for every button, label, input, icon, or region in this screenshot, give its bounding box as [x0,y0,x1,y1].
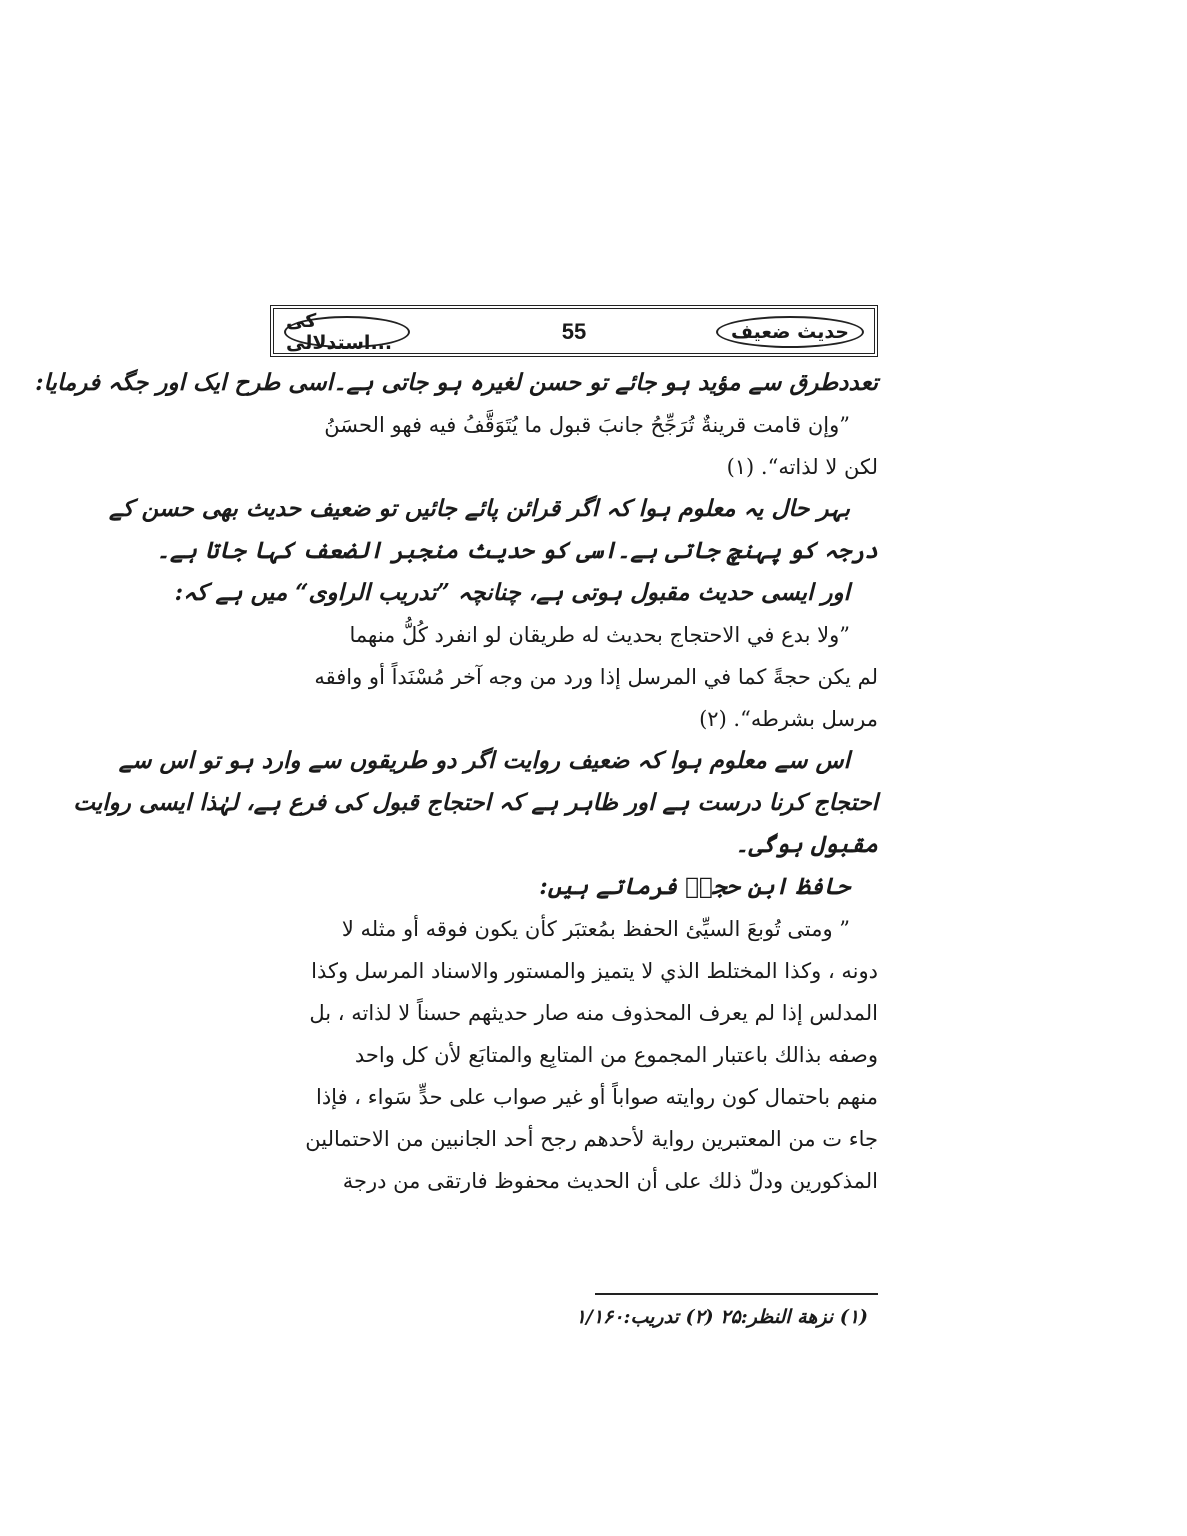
arabic-quote-line: جاء ت من المعتبرين رواية لأحدهم رجح أحد الجانبين من الاحتمالين [305,1127,878,1151]
page-number: 55 [561,319,587,344]
text-line: مقبول ہوگی۔ [735,831,878,858]
header-title-pill: حدیث ضعیف [716,316,864,348]
text-line: احتجاج کرنا درست ہے اور ظاہر ہے کہ احتجاج قبول کی فرع ہے، لہٰذا ایسی روایت [73,789,878,816]
page-body [35,362,878,1202]
arabic-quote-line: لكن لا لذاته“. (۱) [726,455,878,479]
arabic-quote-line: ” ومتى تُوبعَ السيِّئ الحفظ بمُعتبَر كأن يكون فوقه أو مثله لا [341,917,850,941]
arabic-quote-line: منهم باحتمال كون روايته صواباً أو غير صواب على حدٍّ سَواء ، فإذا [316,1085,878,1109]
footnote: (۱) نزهة النظر:۲۵ (۲) تدریب:۱/۱۶۰ [575,1306,868,1328]
text-line: تعددطرق سے مؤید ہو جائے تو حسن لغیرہ ہو جاتی ہے۔اسی طرح ایک اور جگہ فرمایا: [35,369,878,396]
arabic-quote-line: دونه ، وكذا المختلط الذي لا يتميز والمستور والاسناد المرسل وكذا [311,959,878,983]
footnote-divider [595,1293,878,1295]
text-line: حافظ ابن حجرؒ فرماتے ہیں: [539,873,850,900]
arabic-quote-line: المدلس إذا لم يعرف المحذوف منه صار حديثهم حسناً لا لذاته ، بل [309,1001,878,1025]
arabic-quote-line: ”وإن قامت قرينةٌ تُرَجِّحُ جانبَ قبول ما يُتَوَقَّفُ فيه فهو الحسَنُ [324,413,850,437]
header-subtitle-pill: کی استدلالی... [284,316,410,348]
arabic-quote-line: المذكورين ودلّ ذلك على أن الحديث محفوظ فارتقى من درجة [342,1169,878,1193]
arabic-quote-line: لم يكن حجةً كما في المرسل إذا ورد من وجه آخر مُسْنَداً أو وافقه [314,665,878,689]
text-line: درجہ کو پہنچ جاتی ہے۔اسی کو حدیث منجبر الضعف کہا جاتا ہے۔ [156,537,878,564]
running-header [270,305,878,357]
text-line: اور ایسی حدیث مقبول ہوتی ہے، چنانچہ ”تدریب الراوی“ میں ہے کہ: [174,579,850,606]
text-line: اس سے معلوم ہوا کہ ضعیف روایت اگر دو طریقوں سے وارد ہو تو اس سے [118,747,850,774]
text-line: بہر حال یہ معلوم ہوا کہ اگر قرائن پائے جائیں تو ضعیف حدیث بھی حسن کے [109,495,850,522]
arabic-quote-line: وصفه بذالك باعتبار المجموع من المتابِع والمتابَع لأن كل واحد [354,1043,878,1067]
arabic-quote-line: ”ولا بدع في الاحتجاج بحديث له طريقان لو انفرد كُلُّ منهما [349,623,850,647]
arabic-quote-line: مرسل بشرطه“. (۲) [699,707,878,731]
